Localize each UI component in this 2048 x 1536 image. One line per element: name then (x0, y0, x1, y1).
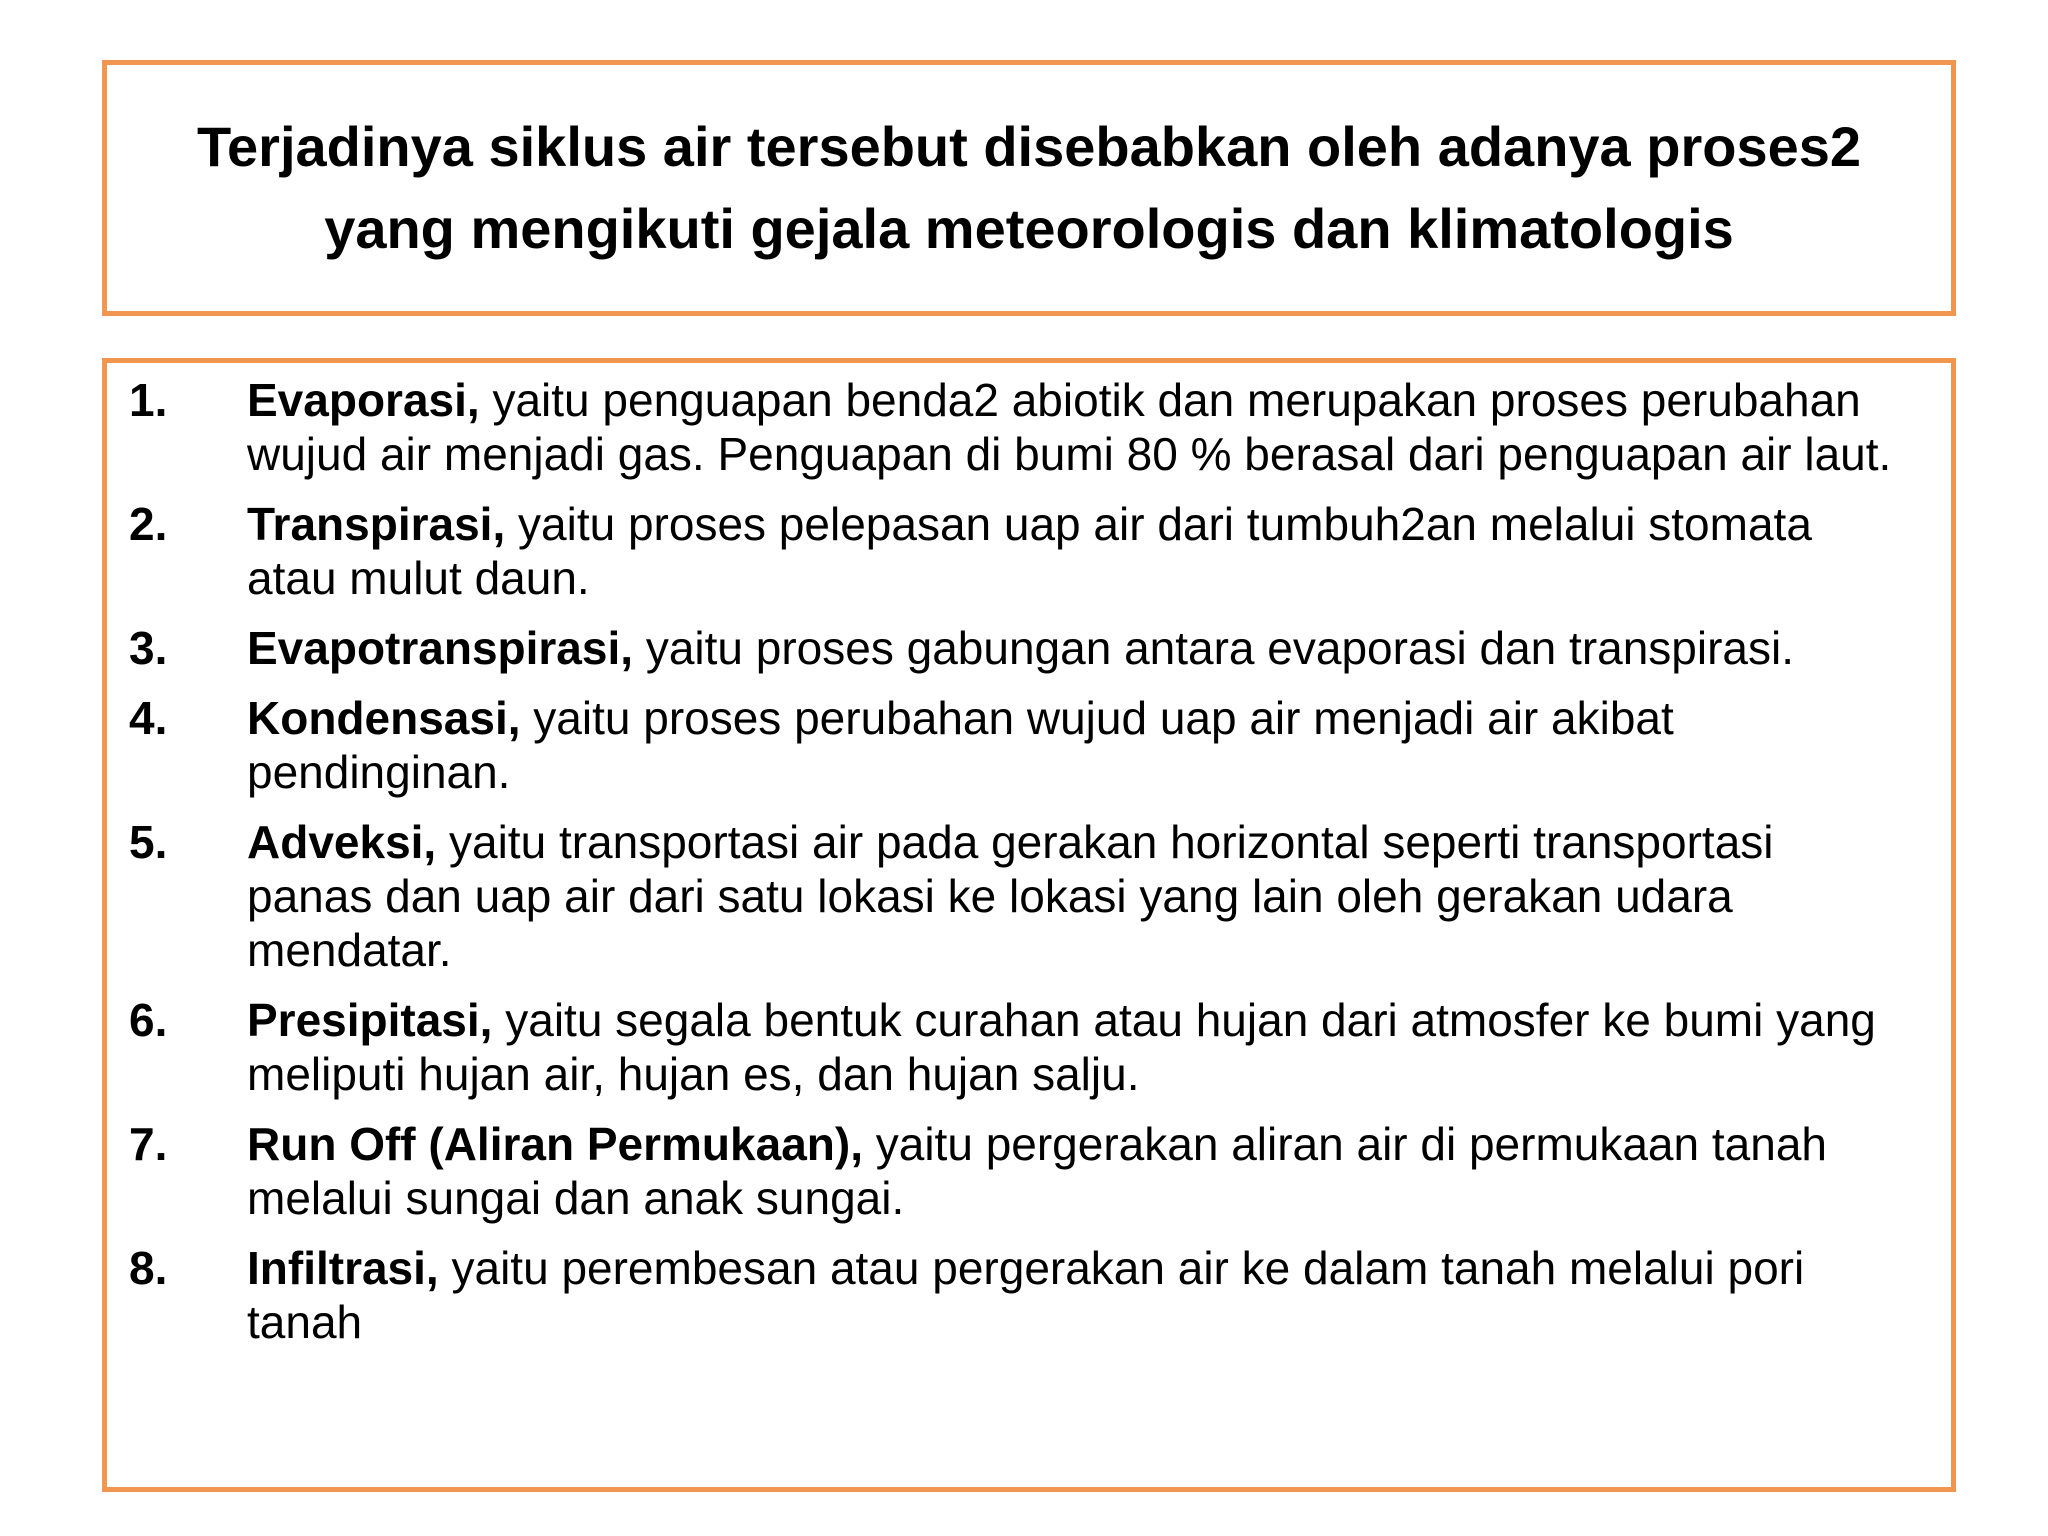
item-term: Transpirasi, (247, 498, 506, 550)
item-number: 3. (129, 622, 168, 674)
item-number: 5. (129, 816, 168, 868)
item-number: 8. (129, 1242, 168, 1294)
list-item (129, 621, 1911, 675)
item-term: Infiltrasi, (247, 1242, 439, 1294)
list-item (129, 815, 1911, 977)
item-description: yaitu segala bentuk curahan atau hujan dari atmosfer ke bumi yang meliputi hujan air, hujan es, dan hujan salju. (247, 994, 1876, 1100)
item-description: yaitu proses perubahan wujud uap air menjadi air akibat pendinginan. (247, 692, 1674, 798)
list-item (129, 373, 1911, 481)
item-number: 7. (129, 1118, 168, 1170)
list-item (129, 497, 1911, 605)
slide-title (157, 106, 1901, 270)
item-number: 2. (129, 498, 168, 550)
item-description: yaitu proses gabungan antara evaporasi dan transpirasi. (633, 622, 1795, 674)
list-item (129, 1241, 1911, 1349)
item-number: 4. (129, 692, 168, 744)
item-term: Evapotranspirasi, (247, 622, 634, 674)
item-term: Evaporasi, (247, 374, 480, 426)
title-box (102, 60, 1956, 316)
process-list (129, 373, 1911, 1349)
item-term: Adveksi, (247, 816, 437, 868)
item-description: yaitu proses pelepasan uap air dari tumbuh2an melalui stomata atau mulut daun. (247, 498, 1812, 604)
list-item (129, 993, 1911, 1101)
item-description: yaitu transportasi air pada gerakan horizontal seperti transportasi panas dan uap air dari satu lokasi ke lokasi yang lain oleh gerakan udara mendatar. (247, 816, 1774, 976)
item-number: 6. (129, 994, 168, 1046)
item-term: Kondensasi, (247, 692, 521, 744)
slide-title-line-2: yang mengikuti gejala meteorologis dan klimatologis (324, 197, 1734, 260)
content-box (102, 358, 1956, 1492)
slide-title-line-1: Terjadinya siklus air tersebut disebabkan oleh adanya proses2 (196, 115, 1862, 178)
list-item (129, 691, 1911, 799)
item-description: yaitu penguapan benda2 abiotik dan merupakan proses perubahan wujud air menjadi gas. Penguapan di bumi 80 % berasal dari penguapan air laut. (247, 374, 1892, 480)
item-number: 1. (129, 374, 168, 426)
item-description: yaitu perembesan atau pergerakan air ke dalam tanah melalui pori tanah (247, 1242, 1805, 1348)
list-item (129, 1117, 1911, 1225)
item-term: Run Off (Aliran Permukaan), (247, 1118, 863, 1170)
item-description: yaitu pergerakan aliran air di permukaan tanah melalui sungai dan anak sungai. (247, 1118, 1827, 1224)
item-term: Presipitasi, (247, 994, 493, 1046)
